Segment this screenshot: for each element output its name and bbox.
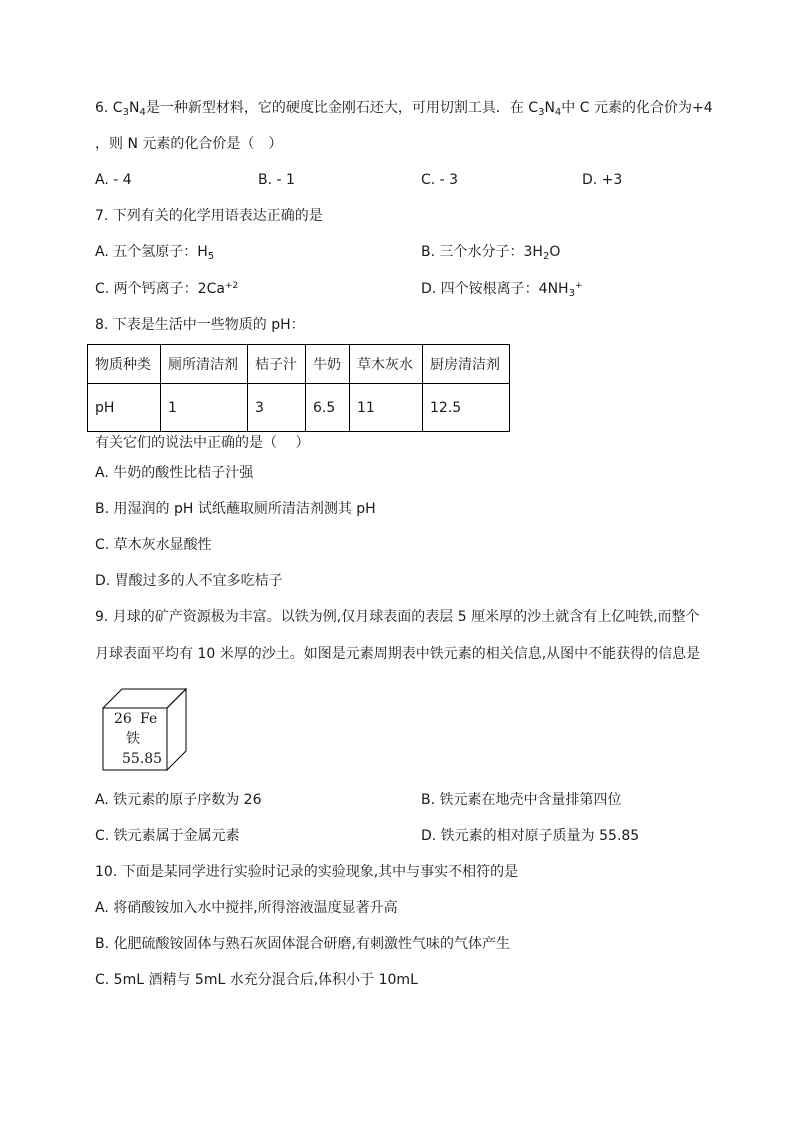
ph-table-cell: pH — [88, 384, 161, 432]
iron-element-card — [102, 688, 187, 773]
ph-table-header-cell: 牛奶 — [306, 345, 350, 384]
q9-stem-line1: 9. 月球的矿产资源极为丰富。以铁为例,仅月球表面的表层 5 厘米厚的沙土就含有上亿吨铁,而整个 — [95, 609, 700, 625]
q9-option-b: B. 铁元素在地壳中含量排第四位 — [421, 792, 622, 808]
q8-option-b: B. 用湿润的 pH 试纸蘸取厕所清洁剂测其 pH — [95, 501, 376, 517]
ph-table-header-row — [88, 345, 510, 384]
q6-option-b: B. - 1 — [258, 172, 295, 188]
element-name: 铁 — [126, 731, 140, 747]
q7-option-a: A. 五个氢原子：$H_5$ — [95, 244, 215, 262]
q9-option-a: A. 铁元素的原子序数为 26 — [95, 792, 262, 808]
ph-table-cell: 11 — [350, 384, 423, 432]
ph-table-header-cell: 厕所清洁剂 — [161, 345, 248, 384]
ph-table-value-row — [88, 384, 510, 432]
q9-stem-line2: 月球表面平均有 10 米厚的沙土。如图是元素周期表中铁元素的相关信息,从图中不能获得的信息是 — [95, 646, 701, 662]
element-atomic-number: 26 — [114, 711, 132, 727]
element-symbol: Fe — [140, 711, 158, 727]
ph-table-header-cell: 厨房清洁剂 — [423, 345, 510, 384]
ph-table-header-cell: 草木灰水 — [350, 345, 423, 384]
q10-option-b: B. 化肥硫酸铵固体与熟石灰固体混合研磨,有刺激性气味的气体产生 — [95, 936, 510, 952]
q10-stem: 10. 下面是某同学进行实验时记录的实验现象,其中与事实不相符的是 — [95, 864, 519, 880]
q8-option-c: C. 草木灰水显酸性 — [95, 537, 212, 553]
q7-option-c: C. 两个钙离子：$2Ca^{+2}$ — [95, 281, 239, 297]
q6-stem-line1: 6. $C_3N_4$是一种新型材料，它的硬度比金刚石还大，可用切割工具．在 $C_3N_4$中 C 元素的化合价为+4 — [95, 100, 713, 118]
q6-option-a: A. - 4 — [95, 172, 132, 188]
q6-stem-line2: ，则 N 元素的化合价是（ ） — [95, 136, 283, 152]
q8-option-a: A. 牛奶的酸性比桔子汁强 — [95, 465, 254, 481]
ph-table-cell: 12.5 — [423, 384, 510, 432]
q10-option-c: C. 5mL 酒精与 5mL 水充分混合后,体积小于 10mL — [95, 972, 418, 988]
q7-stem: 7. 下列有关的化学用语表达正确的是 — [95, 208, 323, 224]
q8-stem: 8. 下表是生活中一些物质的 pH： — [95, 317, 305, 333]
q9-option-c: C. 铁元素属于金属元素 — [95, 828, 240, 844]
ph-table-cell: 3 — [248, 384, 306, 432]
ph-table-header-cell: 物质种类 — [88, 345, 161, 384]
ph-table-header-cell: 桔子汁 — [248, 345, 306, 384]
q6-option-c: C. - 3 — [421, 172, 459, 188]
ph-table — [87, 344, 510, 432]
q8-option-d: D. 胃酸过多的人不宜多吃桔子 — [95, 573, 283, 589]
q8-question: 有关它们的说法中正确的是（ ） — [95, 435, 310, 451]
q7-option-b: B. 三个水分子：$3H_2O$ — [421, 244, 561, 262]
ph-table-cell: 6.5 — [306, 384, 350, 432]
q9-option-d: D. 铁元素的相对原子质量为 55.85 — [421, 828, 640, 844]
ph-table-cell: 1 — [161, 384, 248, 432]
q10-option-a: A. 将硝酸铵加入水中搅拌,所得溶液温度显著升高 — [95, 900, 398, 916]
element-atomic-mass: 55.85 — [122, 751, 163, 767]
q6-option-d: D. +3 — [582, 172, 623, 188]
q7-option-d: D. 四个铵根离子：$4NH_3^+$ — [421, 281, 583, 299]
